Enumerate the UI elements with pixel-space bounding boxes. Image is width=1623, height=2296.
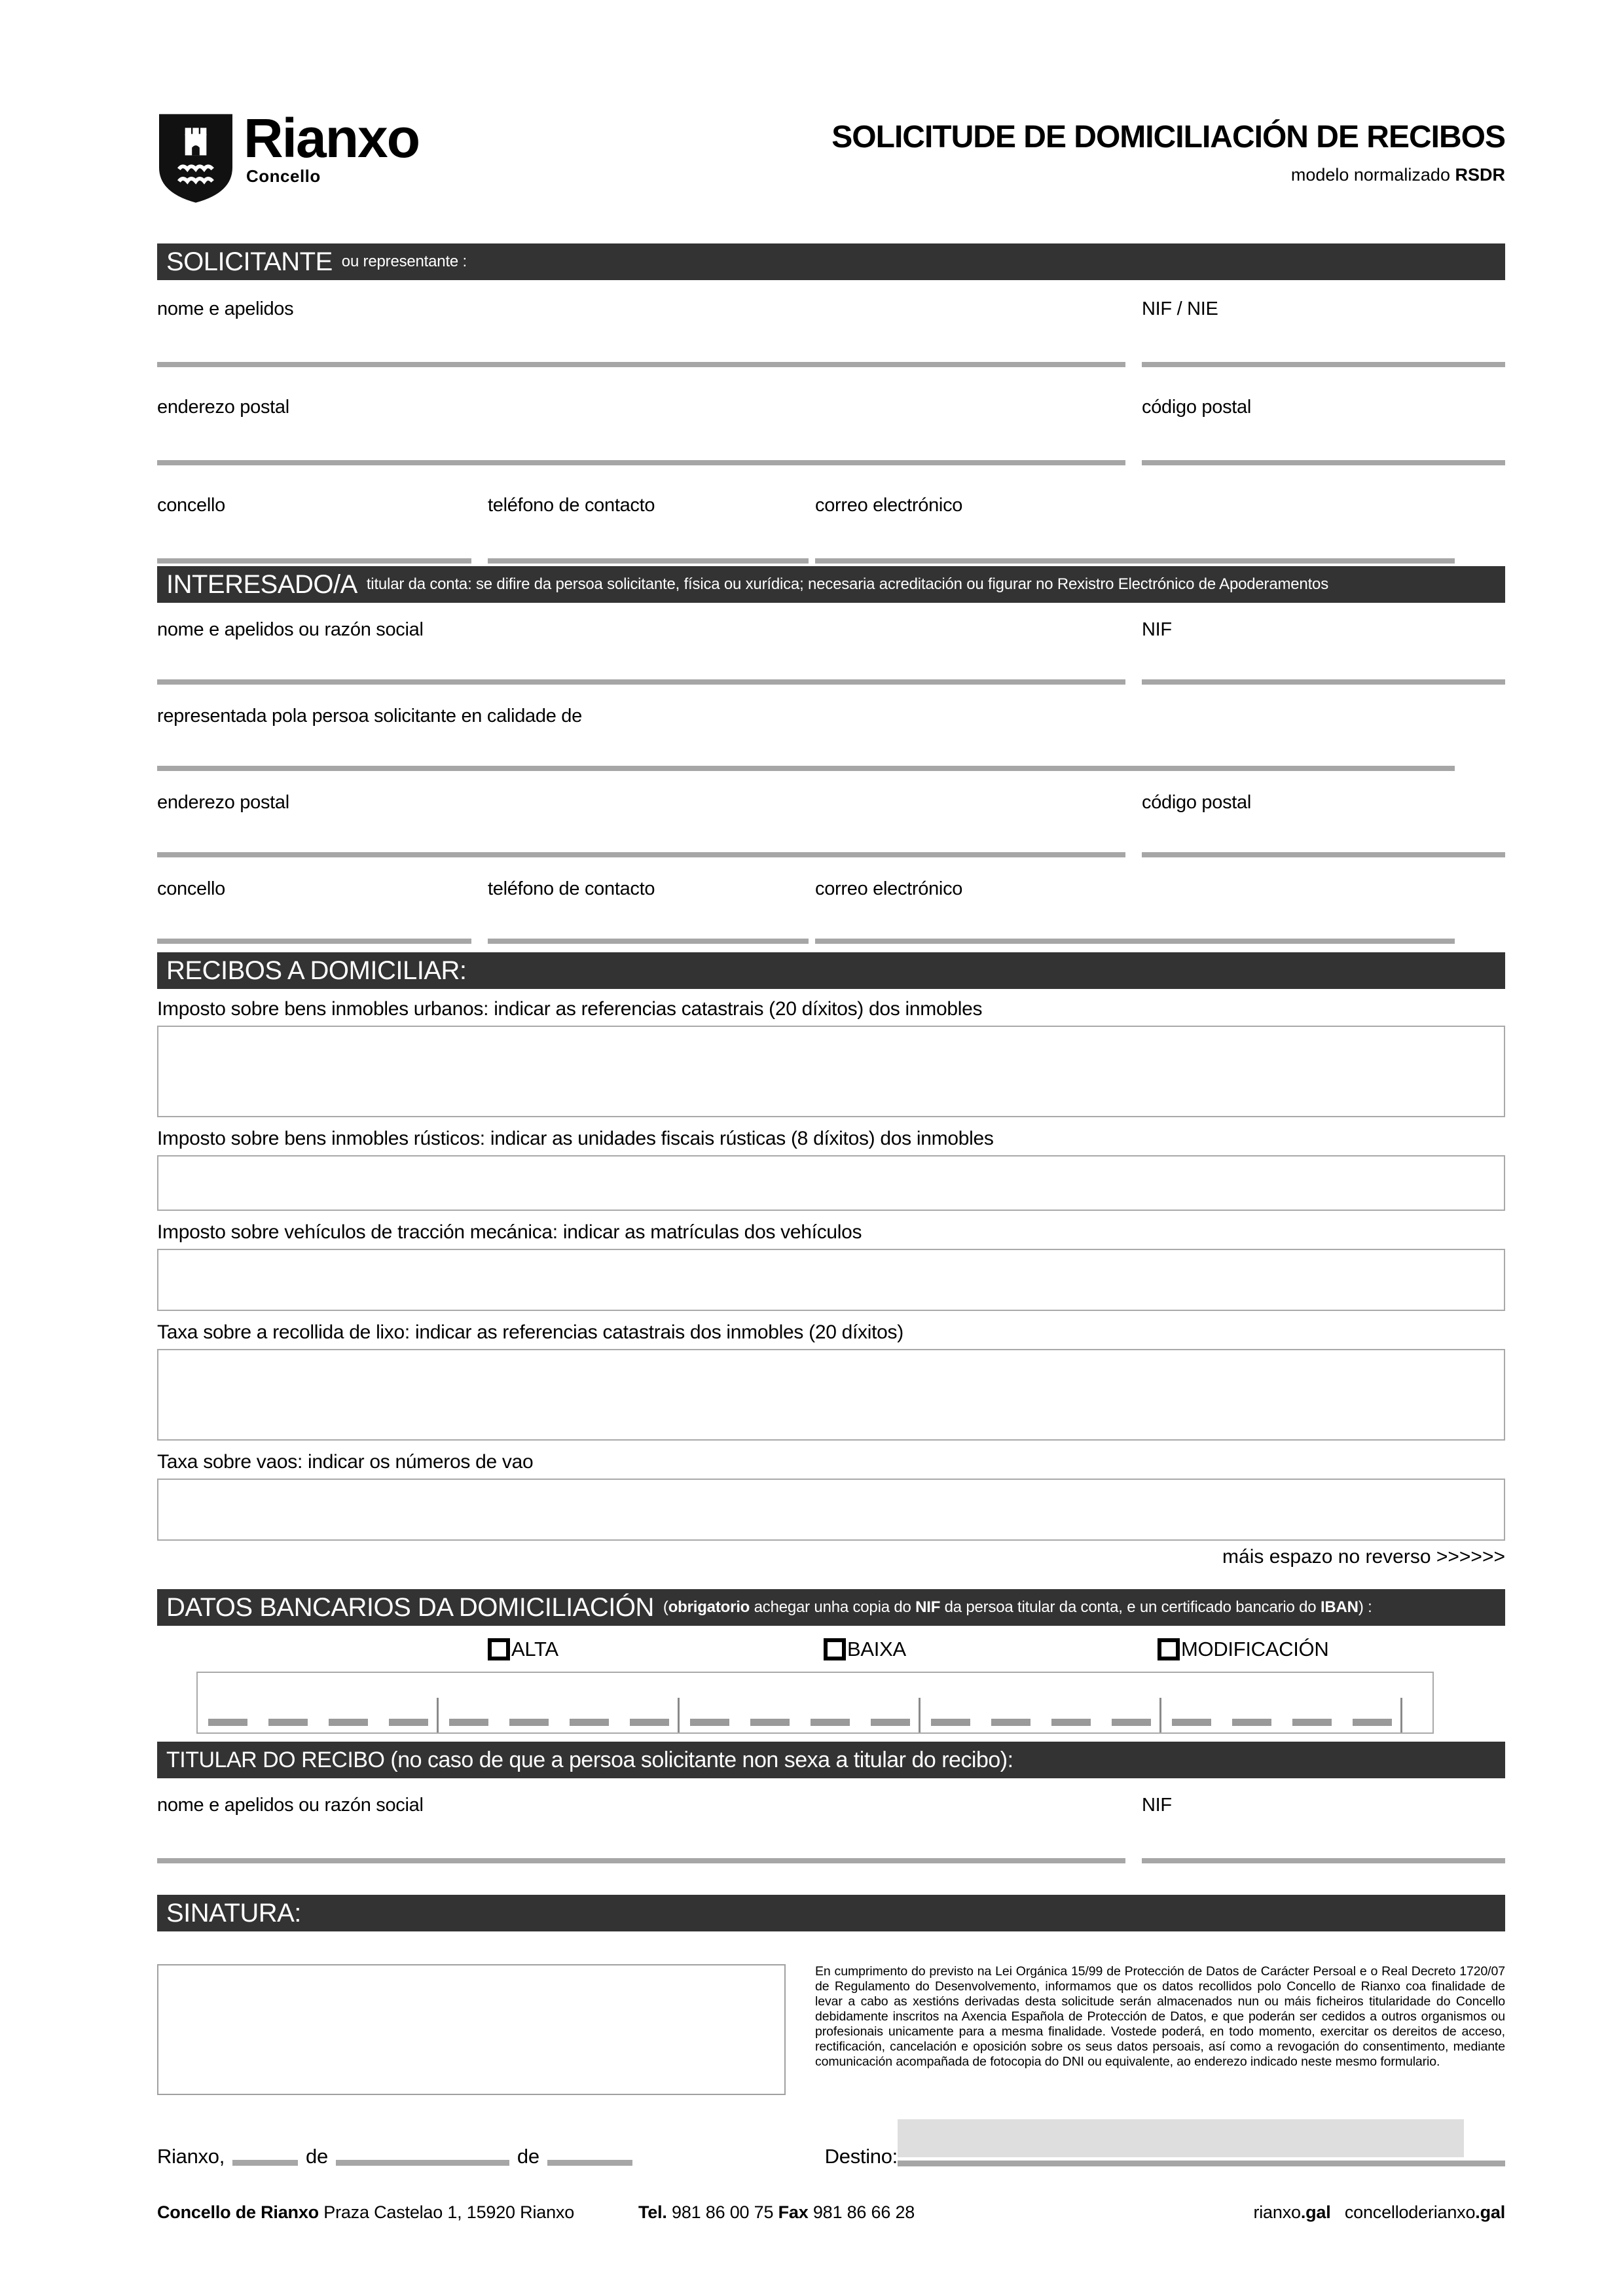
- modificacion-checkbox[interactable]: [1158, 1638, 1180, 1660]
- field-codigo-postal: [1142, 397, 1505, 465]
- nome-apelidos-input-line[interactable]: [157, 362, 1125, 367]
- iban-dashes: [690, 1719, 910, 1726]
- nif-nie-input-line[interactable]: [1142, 362, 1505, 367]
- datos-bancarios-note: (obrigatorio achegar unha copia do NIF da persoa titular da conta, e un certificado bancario do IBAN) :: [663, 1598, 1372, 1616]
- more-space-note: máis espazo no reverso >>>>>>: [1222, 1546, 1505, 1568]
- nif-input-line[interactable]: [1142, 679, 1505, 685]
- section-bar-recibos: [157, 952, 1505, 989]
- titular-title: TITULAR DO RECIBO (no caso de que a persoa solicitante non sexa a titular do recibo):: [166, 1747, 1013, 1772]
- field-representada: [157, 706, 1455, 771]
- recibos-title: RECIBOS A DOMICILIAR:: [166, 956, 467, 985]
- iban-group-1[interactable]: [198, 1673, 439, 1732]
- field-titular-nif: [1142, 1795, 1505, 1863]
- field-label: NIF: [1142, 619, 1172, 640]
- section-bar-interesado: [157, 566, 1505, 603]
- telefono-input-line[interactable]: [488, 558, 809, 564]
- titular-nif-input-line[interactable]: [1142, 1858, 1505, 1863]
- interesado-note: titular da conta: se difire da persoa solicitante, física ou xurídica; necesaria acreditación ou figurar no Rexistro Electrónico de Apoderamentos: [366, 575, 1328, 593]
- field-nif: [1142, 619, 1505, 685]
- representada-input-line[interactable]: [157, 766, 1455, 771]
- solicitante-row-2: [157, 397, 1505, 465]
- iban-dashes: [208, 1719, 428, 1726]
- field-codigo-postal-2: [1142, 792, 1505, 857]
- ibi-rustico-textarea[interactable]: [157, 1155, 1505, 1211]
- interesado-row-4: [157, 878, 1505, 944]
- field-label: enderezo postal: [157, 397, 289, 418]
- recibo-item-vaos: [157, 1450, 1505, 1541]
- field-correo-2: [815, 878, 1455, 944]
- field-label: NIF / NIE: [1142, 298, 1218, 319]
- document-model: [831, 165, 1505, 185]
- section-bar-titular: [157, 1742, 1505, 1778]
- interesado-row-2: [157, 706, 1505, 771]
- signature-box[interactable]: [157, 1964, 786, 2095]
- recibo-label: Imposto sobre vehículos de tracción mecánica: indicar as matrículas dos vehículos: [157, 1221, 862, 1243]
- interesado-row-3: [157, 792, 1505, 857]
- field-label: correo electrónico: [815, 495, 963, 516]
- field-label: representada pola persoa solicitante en calidade de: [157, 706, 582, 726]
- month-input-line[interactable]: [336, 2160, 509, 2166]
- recibo-item-lixo: [157, 1320, 1505, 1441]
- iban-input-box[interactable]: [196, 1672, 1434, 1734]
- iban-dashes: [1172, 1719, 1392, 1726]
- correo-input-line[interactable]: [815, 558, 1455, 564]
- alta-label: ALTA: [511, 1638, 558, 1660]
- enderezo-postal-2-input-line[interactable]: [157, 852, 1125, 857]
- field-label: enderezo postal: [157, 792, 289, 813]
- de-label: de: [306, 2145, 328, 2168]
- field-label: correo electrónico: [815, 878, 963, 899]
- baixa-checkbox[interactable]: [824, 1638, 846, 1660]
- footer-address-text: Praza Castelao 1, 15920 Rianxo: [323, 2202, 575, 2222]
- recibo-label: Imposto sobre bens inmobles rústicos: indicar as unidades fiscais rústicas (8 díxitos) dos inmobles: [157, 1128, 994, 1149]
- destino-label: Destino:: [824, 2145, 898, 2168]
- logo-name: Rianxo: [244, 107, 420, 169]
- option-baixa: [824, 1638, 906, 1661]
- field-titular-nome: [157, 1795, 1125, 1863]
- fax-label: Fax: [778, 2202, 809, 2222]
- field-label: nome e apelidos ou razón social: [157, 1795, 424, 1816]
- date-destino-row: [157, 2117, 1505, 2166]
- operation-options-row: [157, 1638, 1505, 1664]
- correo-2-input-line[interactable]: [815, 939, 1455, 944]
- field-label: teléfono de contacto: [488, 878, 655, 899]
- model-prefix: modelo normalizado: [1290, 165, 1450, 185]
- modificacion-label: MODIFICACIÓN: [1181, 1638, 1329, 1660]
- solicitante-row-1: [157, 298, 1505, 367]
- iban-dashes: [931, 1719, 1151, 1726]
- footer-web: [1253, 2202, 1505, 2223]
- enderezo-postal-input-line[interactable]: [157, 460, 1125, 465]
- field-nome-apelidos: [157, 298, 1125, 367]
- field-concello: [157, 495, 471, 564]
- title-block: [831, 113, 1505, 185]
- model-code: RSDR: [1455, 165, 1505, 185]
- concello-input-line[interactable]: [157, 558, 471, 564]
- destino-field: [898, 2119, 1505, 2166]
- tel-label: Tel.: [638, 2202, 667, 2222]
- solicitante-title: SOLICITANTE: [166, 247, 333, 276]
- fax-value: 981 86 66 28: [812, 2202, 915, 2222]
- recibo-label: Imposto sobre bens inmobles urbanos: indicar as referencias catastrais (20 díxitos) dos inmobles: [157, 998, 983, 1020]
- field-concello-2: [157, 878, 471, 944]
- field-label: concello: [157, 495, 225, 516]
- field-telefono: [488, 495, 809, 564]
- signature-area: [157, 1964, 1505, 2098]
- vaos-textarea[interactable]: [157, 1479, 1505, 1541]
- titular-nome-input-line[interactable]: [157, 1858, 1125, 1863]
- lixo-textarea[interactable]: [157, 1349, 1505, 1441]
- section-bar-sinatura: [157, 1895, 1505, 1931]
- concello-rianxo-logo: [157, 107, 420, 204]
- concello-2-input-line[interactable]: [157, 939, 471, 944]
- option-alta: [488, 1638, 558, 1661]
- shield-crest-icon: [157, 113, 234, 204]
- baixa-label: BAIXA: [847, 1638, 906, 1660]
- iban-tail: [1402, 1673, 1432, 1732]
- field-nome-razon-social: [157, 619, 1125, 685]
- field-label: nome e apelidos: [157, 298, 294, 319]
- datos-bancarios-title: DATOS BANCARIOS DA DOMICILIACIÓN: [166, 1592, 654, 1622]
- solicitante-note: ou representante :: [341, 253, 467, 270]
- iban-group-5[interactable]: [1161, 1673, 1402, 1732]
- field-enderezo-postal-2: [157, 792, 1125, 857]
- header: [157, 107, 1505, 204]
- field-label: nome e apelidos ou razón social: [157, 619, 424, 640]
- destino-input-line[interactable]: [898, 2161, 1505, 2166]
- field-label: código postal: [1142, 792, 1251, 813]
- solicitante-row-3: [157, 495, 1505, 564]
- logo-subtitle: Concello: [246, 166, 321, 186]
- interesado-row-1: [157, 619, 1505, 685]
- iban-dashes: [449, 1719, 669, 1726]
- footer-address: [157, 2202, 638, 2223]
- document-title: SOLICITUDE DE DOMICILIACIÓN DE RECIBOS: [831, 120, 1505, 154]
- sinatura-title: SINATURA:: [166, 1898, 301, 1928]
- destino-highlight-box[interactable]: [898, 2119, 1464, 2157]
- nome-razon-input-line[interactable]: [157, 679, 1125, 685]
- field-label: concello: [157, 878, 225, 899]
- codigo-postal-2-input-line[interactable]: [1142, 852, 1505, 857]
- year-input-line[interactable]: [547, 2160, 632, 2166]
- ibi-urbano-textarea[interactable]: [157, 1026, 1505, 1117]
- tel-value: 981 86 00 75: [672, 2202, 774, 2222]
- iban-group-2[interactable]: [439, 1673, 680, 1732]
- page-footer: [157, 2202, 1505, 2223]
- field-label: código postal: [1142, 397, 1251, 418]
- recibo-item-ibi-urbano: [157, 997, 1505, 1117]
- recibo-item-vehiculos: [157, 1220, 1505, 1311]
- web-rianxo: rianxo.gal: [1253, 2202, 1331, 2222]
- iban-separator: [1400, 1698, 1402, 1732]
- web-concelloderianxo: concelloderianxo.gal: [1344, 2202, 1505, 2222]
- vehiculos-textarea[interactable]: [157, 1249, 1505, 1311]
- titular-row-1: [157, 1795, 1505, 1863]
- privacy-notice: En cumprimento do previsto na Lei Orgánica 15/99 de Protección de Datos de Carácter Persoal e o Real Decreto 1720/07 de Regulamento do Desenvolvemento, informamos que os datos recollidos polo Concello de Rianxo coa finalidade de levar a cabo as xestións derivadas desta solicitude serán almacenados nun ou máis ficheiros titularidade do Concello debidamente inscritos na Axencia Española de Protección de Datos, e que poderán ser cedidos a outros organismos ou profesionais unicamente para a mesma finalidade. Vostede poderá, en todo momento, exercitar os dereitos de acceso, rectificación, cancelación e oposición sobre os seus datos persoais, así como a revogación do consentimento, mediante comunicación acompañada de fotocopia do DNI ou equivalente, ao enderezo indicado neste mesmo formulario.: [815, 1964, 1505, 2069]
- recibo-item-ibi-rustico: [157, 1126, 1505, 1211]
- field-telefono-2: [488, 878, 809, 944]
- field-label: teléfono de contacto: [488, 495, 655, 516]
- alta-checkbox[interactable]: [488, 1638, 510, 1660]
- interesado-title: INTERESADO/A: [166, 569, 357, 599]
- recibo-label: Taxa sobre vaos: indicar os números de vao: [157, 1451, 534, 1473]
- codigo-postal-input-line[interactable]: [1142, 460, 1505, 465]
- footer-org: Concello de Rianxo: [157, 2202, 319, 2222]
- de-label: de: [517, 2145, 539, 2168]
- field-correo: [815, 495, 1455, 564]
- field-label: NIF: [1142, 1795, 1172, 1816]
- option-modificacion: [1158, 1638, 1328, 1661]
- section-bar-solicitante: [157, 243, 1505, 280]
- field-enderezo-postal: [157, 397, 1125, 465]
- day-input-line[interactable]: [232, 2160, 298, 2166]
- telefono-2-input-line[interactable]: [488, 939, 809, 944]
- section-bar-datos-bancarios: [157, 1589, 1505, 1626]
- footer-contact: [638, 2202, 1253, 2223]
- iban-group-3[interactable]: [680, 1673, 921, 1732]
- field-nif-nie: [1142, 298, 1505, 367]
- logo-text: [244, 107, 420, 187]
- recibo-label: Taxa sobre a recollida de lixo: indicar as referencias catastrais dos inmobles (20 díxitos): [157, 1321, 903, 1343]
- place-label: Rianxo,: [157, 2145, 225, 2168]
- iban-group-4[interactable]: [921, 1673, 1161, 1732]
